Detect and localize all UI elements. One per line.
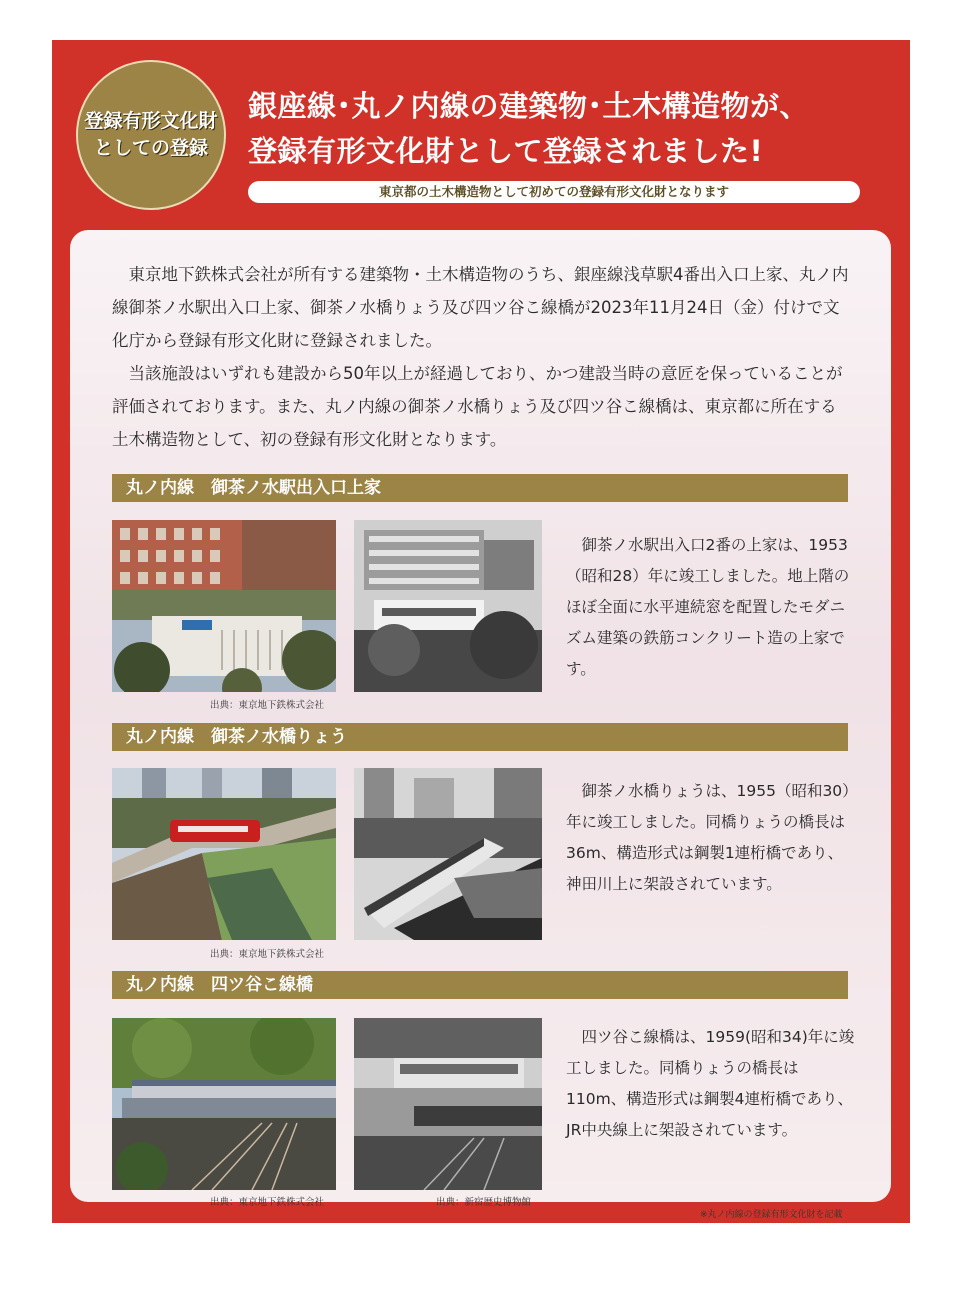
intro-text (112, 258, 852, 456)
photo-ochanomizu-bridge-historic (354, 768, 542, 940)
section-title-ochanomizu-bridge: 丸ノ内線 御茶ノ水橋りょう (112, 723, 848, 751)
photo-yotsuya-overpass-historic (354, 1018, 542, 1190)
section-description-ochanomizu-station (566, 530, 856, 685)
intro-paragraph-2: 当該施設はいずれも建設から50年以上が経過しており、かつ建設当時の意匠を保っていることが評価されております。また、丸ノ内線の御茶ノ水橋りょう及び四ツ谷こ線橋は、東京都に所在する土木構造物として、初の登録有形文化財となります。 (112, 364, 843, 449)
photo-yotsuya-overpass-color (112, 1018, 336, 1190)
description-text: 四ツ谷こ線橋は、1959(昭和34)年に竣工しました。同橋りょうの橋長は110m、構造形式は鋼製4連桁橋であり、JR中央線上に架設されています。 (566, 1028, 855, 1139)
description-text: 御茶ノ水駅出入口2番の上家は、1953（昭和28）年に竣工しました。地上階のほぼ全面に水平連続窓を配置したモダニズム建築の鉄筋コンクリート造の上家です。 (566, 536, 850, 678)
section-description-yotsuya-overpass (566, 1022, 856, 1146)
photo-credit: 出典：東京地下鉄株式会社 (210, 1197, 325, 1208)
photo-station-entrance-historic (354, 520, 542, 692)
photo-credit: 出典：新宿歴史博物館 (436, 1197, 532, 1208)
section-description-ochanomizu-bridge (566, 776, 856, 900)
photo-credit: 出典：東京地下鉄株式会社 (210, 700, 325, 711)
section-title-yotsuya-overpass: 丸ノ内線 四ツ谷こ線橋 (112, 971, 848, 999)
intro-paragraph-1: 東京地下鉄株式会社が所有する建築物・土木構造物のうち、銀座線浅草駅4番出入口上家、丸ノ内線御茶ノ水駅出入口上家、御茶ノ水橋りょう及び四ツ谷こ線橋が2023年11月24日（金）付けで文化庁から登録有形文化財に登録されました。 (112, 265, 849, 350)
photo-credit: 出典：東京地下鉄株式会社 (210, 949, 325, 960)
section-title-ochanomizu-station: 丸ノ内線 御茶ノ水駅出入口上家 (112, 474, 848, 502)
subtitle-banner: 東京都の土木構造物として初めての登録有形文化財となります (248, 181, 860, 203)
photo-station-entrance-color (112, 520, 336, 692)
footnote: ※丸ノ内線の登録有形文化財を記載 (700, 1210, 843, 1220)
badge-text: 登録有形文化財 としての登録 (84, 110, 218, 159)
photo-ochanomizu-bridge-color (112, 768, 336, 940)
description-text: 御茶ノ水橋りょうは、1955（昭和30）年に竣工しました。同橋りょうの橋長は36m、構造形式は鋼製1連桁橋であり、神田川上に架設されています。 (566, 782, 850, 893)
page-title: 銀座線･丸ノ内線の建築物･土木構造物が、 登録有形文化財として登録されました! (248, 89, 810, 168)
registration-badge (76, 60, 226, 210)
